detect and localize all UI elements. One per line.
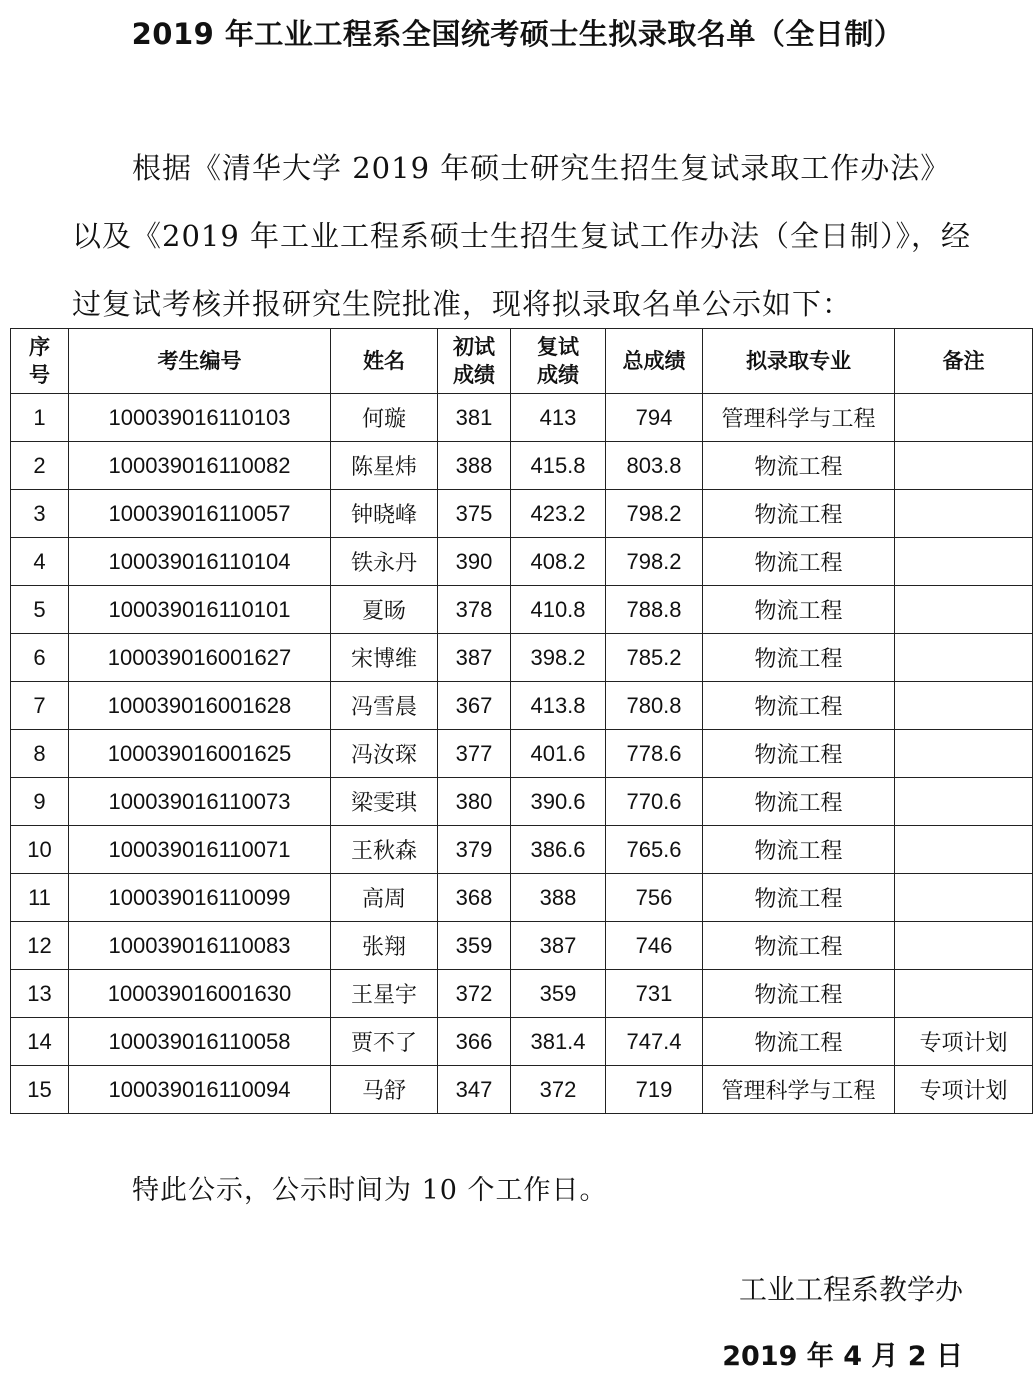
- retest-score-cell: 410.8: [511, 586, 606, 634]
- initial-score-cell: 379: [438, 826, 511, 874]
- major-cell: 物流工程: [703, 826, 895, 874]
- remark-cell: [895, 634, 1033, 682]
- total-score-cell: 780.8: [606, 682, 703, 730]
- remark-cell: 专项计划: [895, 1018, 1033, 1066]
- total-score-cell: 803.8: [606, 442, 703, 490]
- exam-id-cell: 100039016001627: [69, 634, 331, 682]
- remark-cell: [895, 778, 1033, 826]
- initial-score-cell: 377: [438, 730, 511, 778]
- retest-score-cell: 413: [511, 394, 606, 442]
- initial-score-cell: 366: [438, 1018, 511, 1066]
- retest-score-cell: 390.6: [511, 778, 606, 826]
- initial-score-cell: 390: [438, 538, 511, 586]
- major-cell: 物流工程: [703, 586, 895, 634]
- name-cell: 铁永丹: [331, 538, 438, 586]
- table-row: [11, 730, 1033, 778]
- remark-cell: [895, 730, 1033, 778]
- name-cell: 王星宇: [331, 970, 438, 1018]
- table-row: [11, 874, 1033, 922]
- initial-score-cell: 388: [438, 442, 511, 490]
- retest-score-cell: 423.2: [511, 490, 606, 538]
- major-cell: 物流工程: [703, 538, 895, 586]
- seq-cell: 7: [11, 682, 69, 730]
- table-row: [11, 538, 1033, 586]
- initial-score-cell: 378: [438, 586, 511, 634]
- admission-table: [10, 328, 1033, 1114]
- table-row: [11, 442, 1033, 490]
- exam-id-cell: 100039016110083: [69, 922, 331, 970]
- seq-cell: 14: [11, 1018, 69, 1066]
- name-cell: 宋博维: [331, 634, 438, 682]
- initial-score-cell: 347: [438, 1066, 511, 1114]
- remark-cell: [895, 490, 1033, 538]
- retest-score-cell: 415.8: [511, 442, 606, 490]
- table-row: [11, 970, 1033, 1018]
- table-row: [11, 586, 1033, 634]
- remark-cell: [895, 442, 1033, 490]
- exam-id-cell: 100039016001625: [69, 730, 331, 778]
- remark-cell: [895, 970, 1033, 1018]
- issuing-office: 工业工程系教学办: [738, 1273, 963, 1306]
- major-cell: 物流工程: [703, 490, 895, 538]
- retest-score-cell: 408.2: [511, 538, 606, 586]
- total-score-cell: 785.2: [606, 634, 703, 682]
- major-cell: 物流工程: [703, 778, 895, 826]
- name-cell: 高周: [331, 874, 438, 922]
- table-body: [11, 394, 1033, 1114]
- exam-id-cell: 100039016110099: [69, 874, 331, 922]
- major-cell: 物流工程: [703, 730, 895, 778]
- initial-score-cell: 387: [438, 634, 511, 682]
- total-score-cell: 731: [606, 970, 703, 1018]
- initial-score-cell: 367: [438, 682, 511, 730]
- major-cell: 管理科学与工程: [703, 394, 895, 442]
- exam-id-cell: 100039016110058: [69, 1018, 331, 1066]
- initial-score-cell: 381: [438, 394, 511, 442]
- exam-id-cell: 100039016110071: [69, 826, 331, 874]
- total-score-cell: 778.6: [606, 730, 703, 778]
- seq-cell: 12: [11, 922, 69, 970]
- intro-paragraph: 根据《清华大学 2019 年硕士研究生招生复试录取工作办法》以及《2019 年工业工程系硕士生招生复试工作办法（全日制）》，经过复试考核并报研究生院批准，现将拟录取名单公示如下：: [72, 151, 972, 321]
- exam-id-cell: 100039016001628: [69, 682, 331, 730]
- exam-id-cell: 100039016110103: [69, 394, 331, 442]
- total-score-cell: 770.6: [606, 778, 703, 826]
- major-cell: 物流工程: [703, 970, 895, 1018]
- initial-score-cell: 380: [438, 778, 511, 826]
- seq-cell: 11: [11, 874, 69, 922]
- name-cell: 冯汝琛: [331, 730, 438, 778]
- table-row: [11, 1018, 1033, 1066]
- remark-cell: [895, 922, 1033, 970]
- remark-cell: [895, 538, 1033, 586]
- name-cell: 马舒: [331, 1066, 438, 1114]
- issue-date: 2019 年 4 月 2 日: [722, 1341, 963, 1372]
- seq-cell: 8: [11, 730, 69, 778]
- name-cell: 王秋森: [331, 826, 438, 874]
- table-row: [11, 778, 1033, 826]
- seq-cell: 5: [11, 586, 69, 634]
- name-cell: 陈星炜: [331, 442, 438, 490]
- exam-id-cell: 100039016110082: [69, 442, 331, 490]
- exam-id-cell: 100039016110104: [69, 538, 331, 586]
- table-row: [11, 1066, 1033, 1114]
- header-initial-score: 初试成绩: [438, 329, 511, 394]
- initial-score-cell: 368: [438, 874, 511, 922]
- header-seq: 序号: [11, 329, 69, 394]
- remark-cell: [895, 586, 1033, 634]
- remark-cell: [895, 874, 1033, 922]
- table-row: [11, 394, 1033, 442]
- major-cell: 物流工程: [703, 1018, 895, 1066]
- seq-cell: 1: [11, 394, 69, 442]
- table-header-row: [11, 329, 1033, 394]
- retest-score-cell: 381.4: [511, 1018, 606, 1066]
- table-row: [11, 634, 1033, 682]
- exam-id-cell: 100039016110101: [69, 586, 331, 634]
- total-score-cell: 794: [606, 394, 703, 442]
- major-cell: 物流工程: [703, 442, 895, 490]
- total-score-cell: 747.4: [606, 1018, 703, 1066]
- name-cell: 夏旸: [331, 586, 438, 634]
- seq-cell: 6: [11, 634, 69, 682]
- name-cell: 冯雪晨: [331, 682, 438, 730]
- name-cell: 钟晓峰: [331, 490, 438, 538]
- total-score-cell: 798.2: [606, 490, 703, 538]
- table-row: [11, 682, 1033, 730]
- header-retest-score: 复试成绩: [511, 329, 606, 394]
- name-cell: 梁雯琪: [331, 778, 438, 826]
- seq-cell: 10: [11, 826, 69, 874]
- header-major: 拟录取专业: [703, 329, 895, 394]
- name-cell: 何璇: [331, 394, 438, 442]
- exam-id-cell: 100039016001630: [69, 970, 331, 1018]
- major-cell: 物流工程: [703, 922, 895, 970]
- table-header: [11, 329, 1033, 394]
- retest-score-cell: 359: [511, 970, 606, 1018]
- retest-score-cell: 372: [511, 1066, 606, 1114]
- name-cell: 张翔: [331, 922, 438, 970]
- total-score-cell: 798.2: [606, 538, 703, 586]
- seq-cell: 15: [11, 1066, 69, 1114]
- seq-cell: 2: [11, 442, 69, 490]
- total-score-cell: 746: [606, 922, 703, 970]
- total-score-cell: 719: [606, 1066, 703, 1114]
- major-cell: 物流工程: [703, 634, 895, 682]
- major-cell: 物流工程: [703, 682, 895, 730]
- header-name: 姓名: [331, 329, 438, 394]
- retest-score-cell: 386.6: [511, 826, 606, 874]
- table-row: [11, 490, 1033, 538]
- initial-score-cell: 372: [438, 970, 511, 1018]
- initial-score-cell: 359: [438, 922, 511, 970]
- exam-id-cell: 100039016110094: [69, 1066, 331, 1114]
- retest-score-cell: 388: [511, 874, 606, 922]
- remark-cell: 专项计划: [895, 1066, 1033, 1114]
- table-row: [11, 922, 1033, 970]
- exam-id-cell: 100039016110057: [69, 490, 331, 538]
- seq-cell: 4: [11, 538, 69, 586]
- total-score-cell: 765.6: [606, 826, 703, 874]
- remark-cell: [895, 394, 1033, 442]
- header-exam-id: 考生编号: [69, 329, 331, 394]
- retest-score-cell: 387: [511, 922, 606, 970]
- seq-cell: 9: [11, 778, 69, 826]
- seq-cell: 13: [11, 970, 69, 1018]
- remark-cell: [895, 826, 1033, 874]
- total-score-cell: 788.8: [606, 586, 703, 634]
- closing-note: 特此公示，公示时间为 10 个工作日。: [132, 1175, 608, 1206]
- retest-score-cell: 401.6: [511, 730, 606, 778]
- initial-score-cell: 375: [438, 490, 511, 538]
- header-remark: 备注: [895, 329, 1033, 394]
- total-score-cell: 756: [606, 874, 703, 922]
- remark-cell: [895, 682, 1033, 730]
- header-total-score: 总成绩: [606, 329, 703, 394]
- name-cell: 贾不了: [331, 1018, 438, 1066]
- retest-score-cell: 413.8: [511, 682, 606, 730]
- exam-id-cell: 100039016110073: [69, 778, 331, 826]
- major-cell: 管理科学与工程: [703, 1066, 895, 1114]
- table-row: [11, 826, 1033, 874]
- major-cell: 物流工程: [703, 874, 895, 922]
- document-title: 2019 年工业工程系全国统考硕士生拟录取名单（全日制）: [131, 17, 904, 51]
- seq-cell: 3: [11, 490, 69, 538]
- retest-score-cell: 398.2: [511, 634, 606, 682]
